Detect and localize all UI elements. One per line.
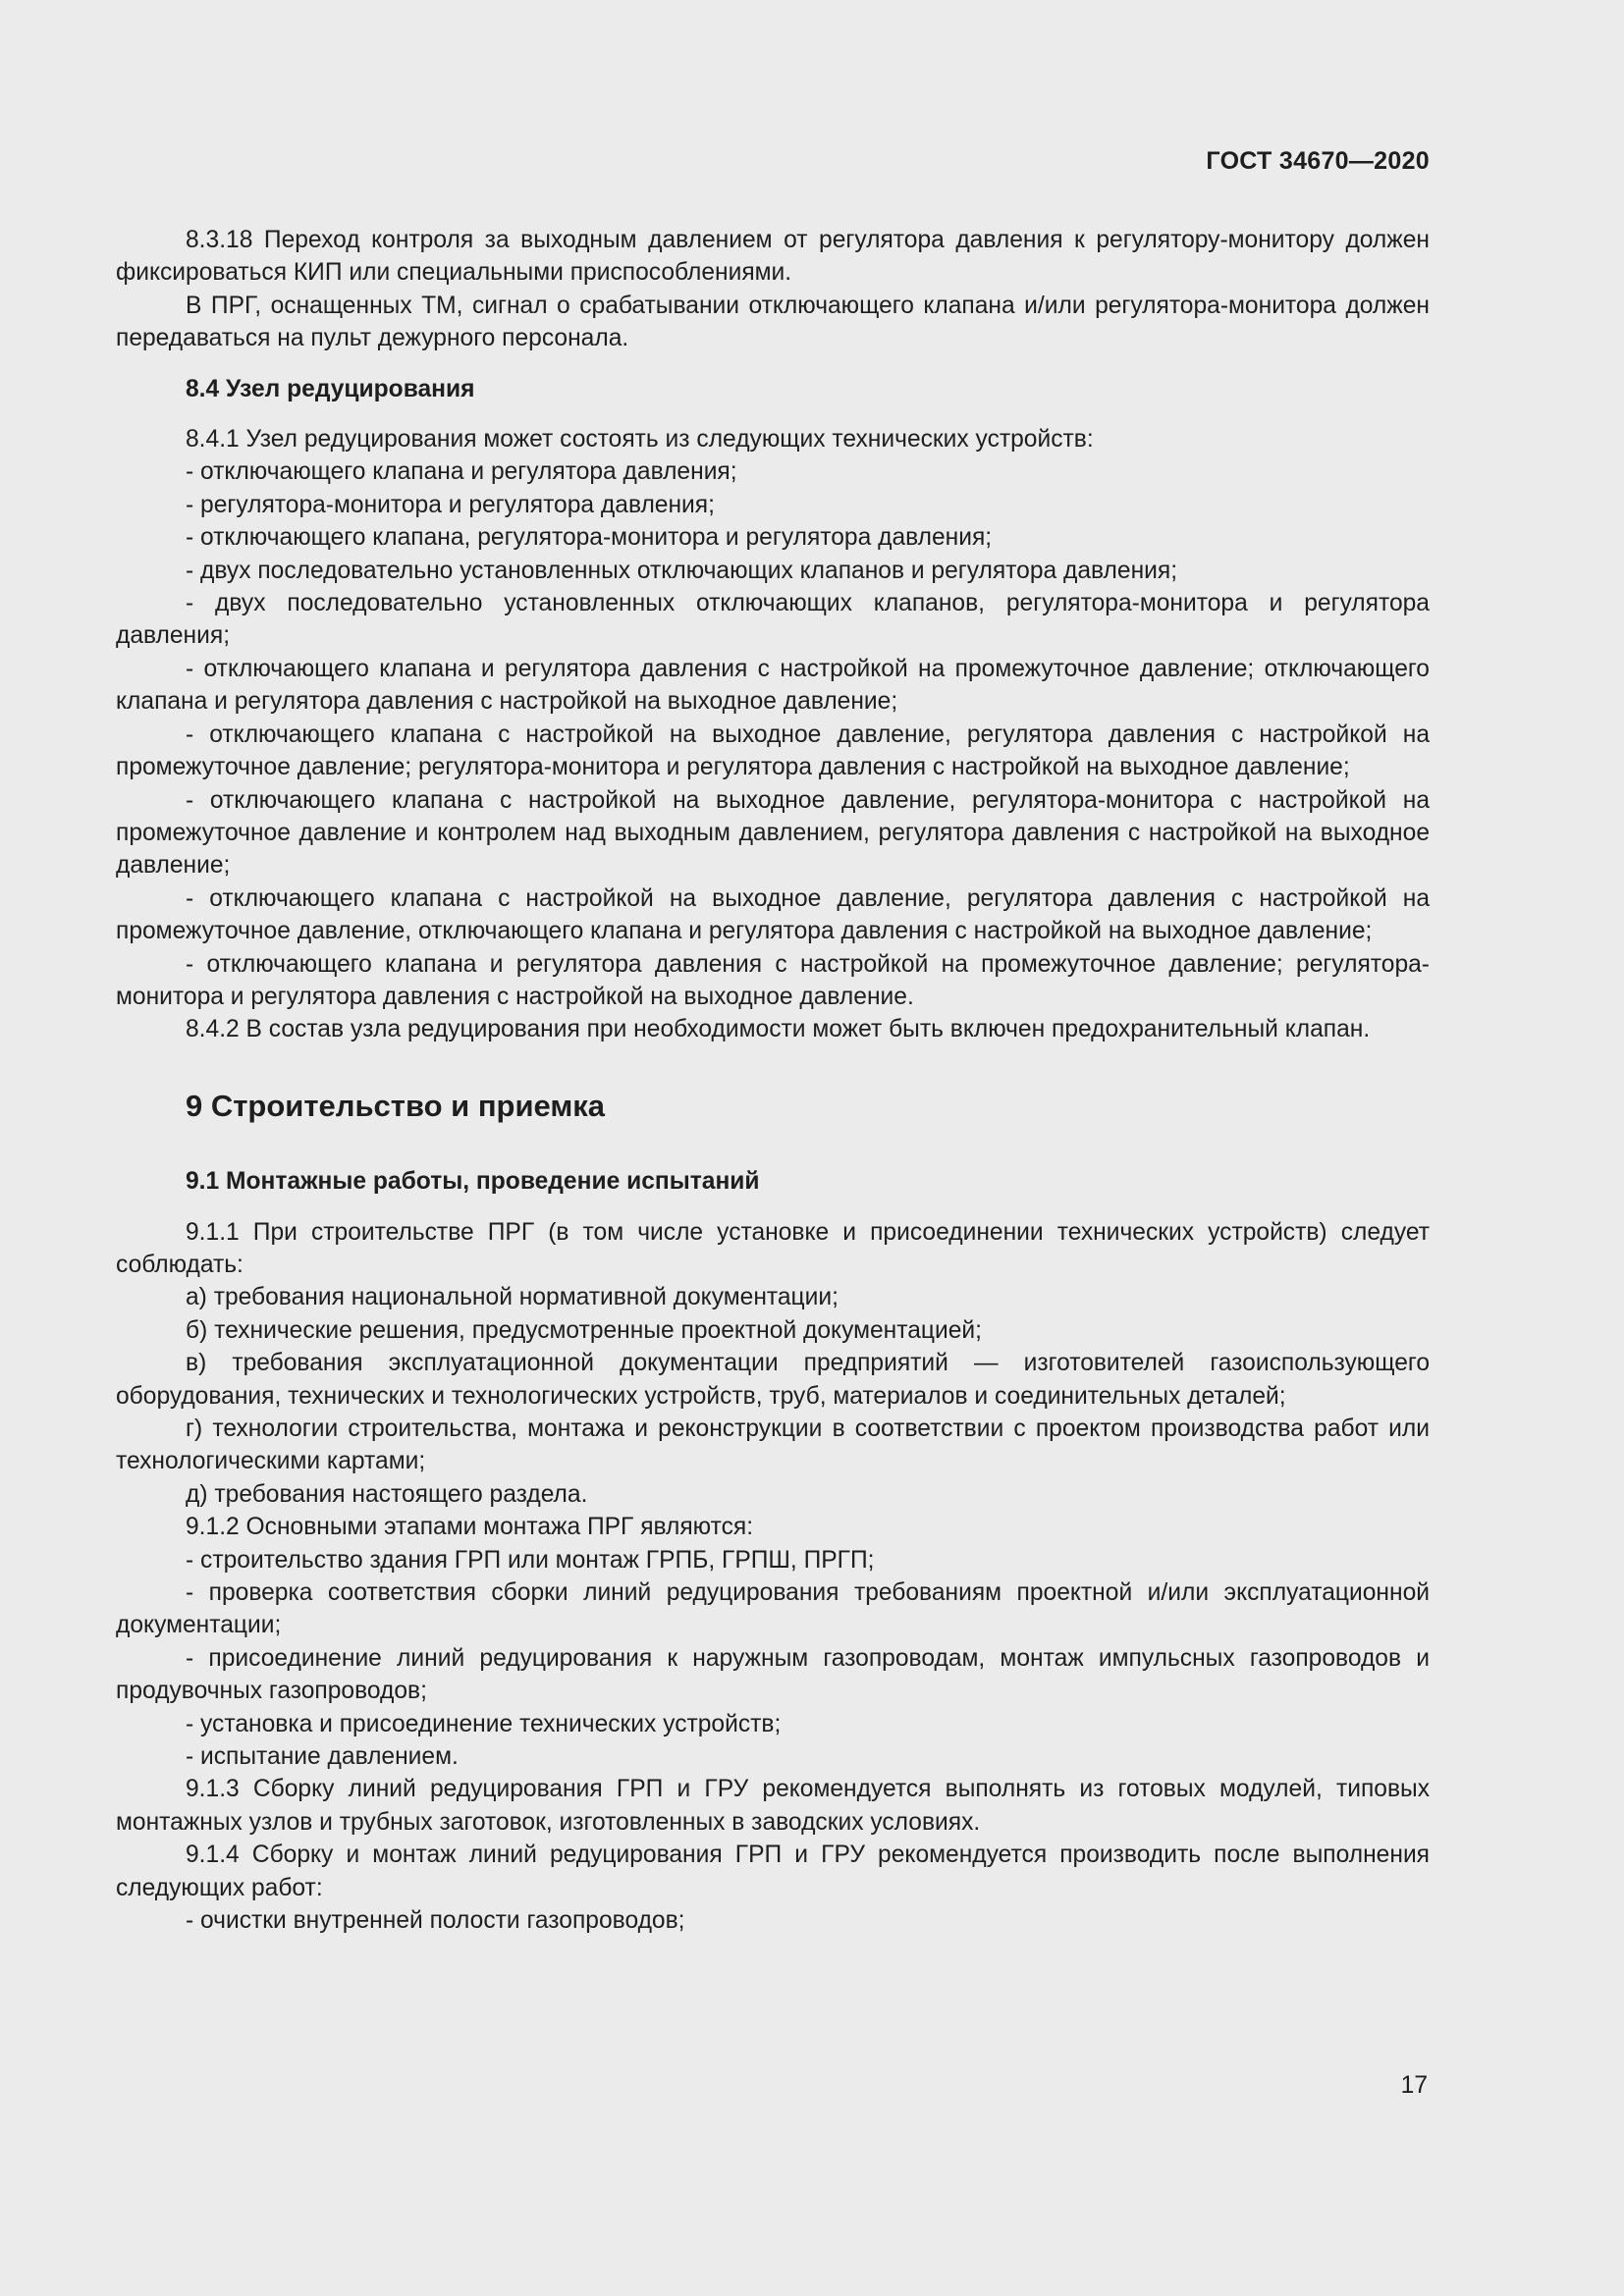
list-item: д) требования настоящего раздела. xyxy=(186,1480,588,1508)
list-item: - отключающего клапана и регулятора давления с настройкой на промежуточное давление; регулятора-монитора и регулятора давления с настройкой на выходное давление. xyxy=(116,950,1430,1010)
list-item: - присоединение линий редуцирования к наружным газопроводам, монтаж импульсных газопроводов и продувочных газопроводов; xyxy=(116,1644,1430,1705)
list-item: - двух последовательно установленных отключающих клапанов и регулятора давления; xyxy=(186,557,1178,584)
list-item: - отключающего клапана и регулятора давления; xyxy=(186,458,737,486)
section-heading-9-1: 9.1 Монтажные работы, проведение испытаний xyxy=(186,1168,760,1196)
paragraph-9-1-1: 9.1.1 При строительстве ПРГ (в том числе установке и присоединении технических устройств) следует соблюдать: xyxy=(116,1218,1430,1278)
paragraph-8-4-2: 8.4.2 В состав узла редуцирования при необходимости может быть включен предохранительный клапан. xyxy=(186,1016,1371,1043)
list-item: в) требования эксплуатационной документации предприятий — изготовителей газоиспользующего оборудования, технических и технологических устройств, труб, материалов и соединительных деталей; xyxy=(116,1350,1430,1410)
list-item: - строительство здания ГРП или монтаж ГРПБ, ГРПШ, ПРГП; xyxy=(186,1546,875,1574)
list-item: - установка и присоединение технических устройств; xyxy=(186,1710,782,1737)
section-heading-9: 9 Строительство и приемка xyxy=(186,1088,606,1123)
list-item: а) требования национальной нормативной документации; xyxy=(186,1284,839,1311)
list-item: б) технические решения, предусмотренные проектной документацией; xyxy=(186,1316,983,1344)
page-content xyxy=(116,224,1430,1938)
section-heading-8-4: 8.4 Узел редуцирования xyxy=(186,375,475,402)
page-number: 17 xyxy=(1400,2072,1428,2099)
paragraph-9-1-3: 9.1.3 Сборку линий редуцирования ГРП и ГРУ рекомендуется выполнять из готовых модулей, типовых монтажных узлов и трубных заготовок, изготовленных в заводских условиях. xyxy=(116,1776,1430,1836)
list-item: - испытание давлением. xyxy=(186,1743,459,1771)
list-item: - отключающего клапана с настройкой на выходное давление, регулятора давления с настройкой на промежуточное давление, отключающего клапана и регулятора давления с настройкой на выходное давление; xyxy=(116,884,1430,945)
paragraph-9-1-2: 9.1.2 Основными этапами монтажа ПРГ являются: xyxy=(186,1514,754,1541)
paragraph-tm-signal: В ПРГ, оснащенных ТМ, сигнал о срабатывании отключающего клапана и/или регулятора-монитора должен передаваться на пульт дежурного персонала. xyxy=(116,292,1430,352)
list-item: г) технологии строительства, монтажа и реконструкции в соответствии с проектом производства работ или технологическими картами; xyxy=(116,1415,1430,1475)
paragraph-8-3-18: 8.3.18 Переход контроля за выходным давлением от регулятора давления к регулятору-монитору должен фиксироваться КИП или специальными приспособлениями. xyxy=(116,227,1430,287)
list-item: - проверка соответствия сборки линий редуцирования требованиям проектной и/или эксплуатационной документации; xyxy=(116,1579,1430,1639)
list-item: - очистки внутренней полости газопроводов; xyxy=(186,1907,685,1935)
list-item: - двух последовательно установленных отключающих клапанов, регулятора-монитора и регулятора давления; xyxy=(116,590,1430,650)
document-code: ГОСТ 34670—2020 xyxy=(1206,147,1430,175)
paragraph-9-1-4: 9.1.4 Сборку и монтаж линий редуцирования ГРП и ГРУ рекомендуется производить после выполнения следующих работ: xyxy=(116,1842,1430,1901)
list-item: - отключающего клапана, регулятора-монитора и регулятора давления; xyxy=(186,524,993,552)
list-item: - отключающего клапана с настройкой на выходное давление, регулятора давления с настройкой на промежуточное давление; регулятора-монитора и регулятора давления с настройкой на выходное давление; xyxy=(116,721,1430,781)
list-item: - регулятора-монитора и регулятора давления; xyxy=(186,491,715,518)
list-item: - отключающего клапана и регулятора давления с настройкой на промежуточное давление; отключающего клапана и регулятора давления с настройкой на выходное давление; xyxy=(116,655,1430,716)
paragraph-8-4-1: 8.4.1 Узел редуцирования может состоять из следующих технических устройств: xyxy=(186,426,1094,454)
list-item: - отключающего клапана с настройкой на выходное давление, регулятора-монитора с настройкой на промежуточное давление и контролем над выходным давлением, регулятора давления с настройкой на выходное давление; xyxy=(116,786,1430,880)
